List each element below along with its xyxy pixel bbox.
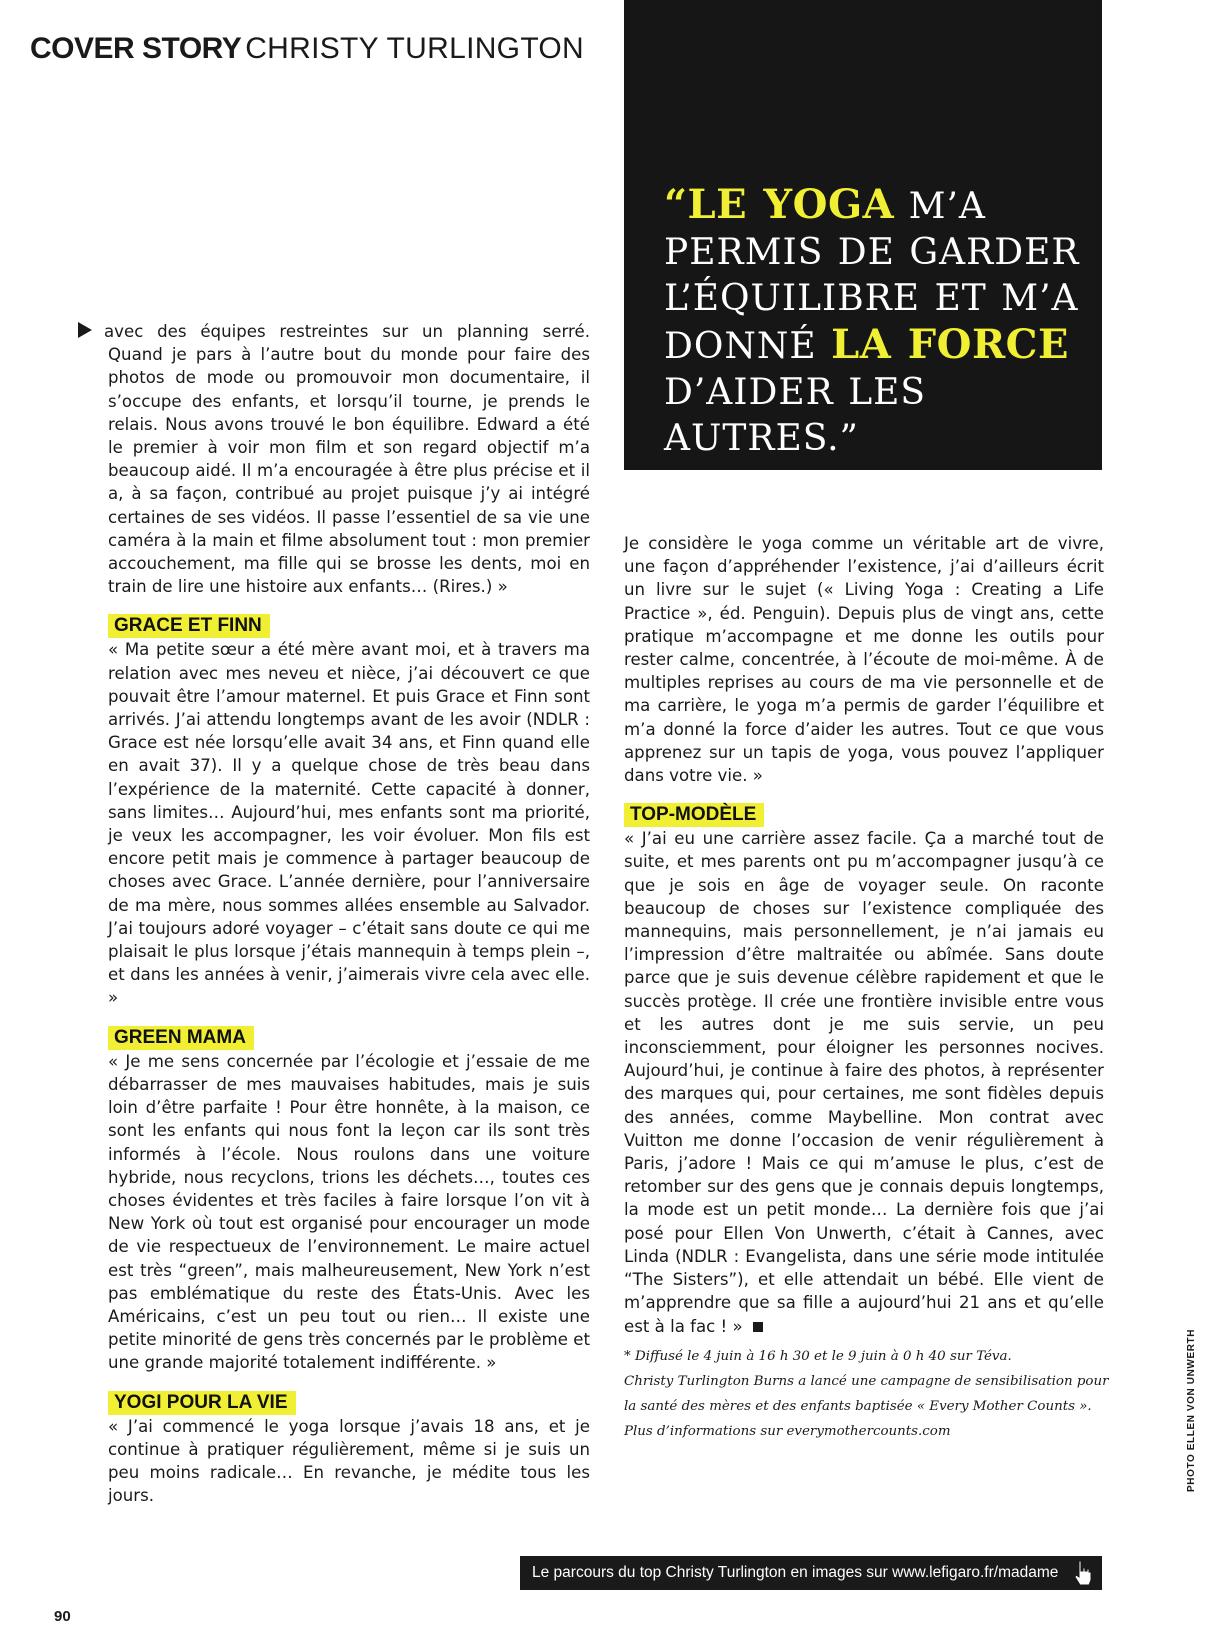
footnote-line: * Diffusé le 4 juin à 16 h 30 et le 9 juin à 0 h 40 sur Téva. <box>624 1348 1012 1364</box>
section-grace-et-finn <box>108 614 590 1009</box>
left-column <box>104 320 590 1507</box>
pull-quote-text-2: D’AIDER LES AUTRES.” <box>664 372 927 459</box>
section-text <box>624 827 1104 1337</box>
footer-banner[interactable] <box>520 1556 1102 1590</box>
footnote-line: la santé des mères et des enfants baptisée « Every Mother Counts ». <box>624 1398 1092 1414</box>
footnote-credits <box>624 1344 1109 1444</box>
section-heading: TOP-MODÈLE <box>624 803 764 827</box>
footer-banner-text: Le parcours du top Christy Turlington en images sur www.lefigaro.fr/madame <box>532 1564 1059 1581</box>
photo-credit-text: PHOTO ELLEN VON UNWERTH <box>1186 1328 1197 1492</box>
pull-quote <box>664 182 1094 462</box>
right-column <box>624 532 1109 1444</box>
page-number: 90 <box>54 1608 71 1625</box>
hand-pointer-icon <box>1070 1558 1096 1588</box>
continuation-paragraph: Je considère le yoga comme un véritable art de vivre, une façon d’appréhender l’existence, j’ai d’ailleurs écrit un livre sur le sujet (« Living Yoga : Creating a Life Practice », éd. Penguin). Depuis plus de vingt ans, cette pratique m’accompagne et me donne les outils pour rester calme, concentrée, à l’écoute de moi-même. À de multiples reprises au cours de ma vie personnelle et de ma carrière, le yoga m’a permis de garder l’équilibre et m’a donné la force d’aider les autres. Tout ce que vous apprenez sur un tapis de yoga, vous pouvez l’appliquer dans votre vie. » <box>624 534 1104 786</box>
header-subject: CHRISTY TURLINGTON <box>245 32 585 65</box>
footnote-line: Christy Turlington Burns a lancé une campagne de sensibilisation pour <box>624 1373 1109 1389</box>
section-text: « J’ai commencé le yoga lorsque j’avais 18 ans, et je continue à pratiquer régulièrement, même si je suis un peu moins radicale… En revanche, je médite tous les jours. <box>108 1416 590 1506</box>
pull-quote-box <box>624 0 1102 470</box>
intro-text: avec des équipes restreintes sur un planning serré. Quand je pars à l’autre bout du monde pour faire des photos de mode ou promouvoir mon documentaire, il s’occupe des enfants, et lorsqu’il tourne, je prends le relais. Nous avons trouvé le bon équilibre. Edward a été le premier à voir mon film et son regard objectif m’a beaucoup aidé. Il m’a encouragée à être plus précise et il a, à sa façon, contribué au projet puisque j’y ai intégré certaines de ses vidéos. Il passe l’essentiel de sa vie une caméra à la main et filme absolument tout : mon premier accouchement, ma fille qui se brosse les dents, moi en train de lire une histoire aux enfants… (Rires.) » <box>104 322 590 597</box>
section-heading: GRACE ET FINN <box>108 614 270 638</box>
end-square-icon <box>753 1322 763 1332</box>
section-yogi-pour-la-vie <box>108 1391 590 1508</box>
section-green-mama <box>108 1026 590 1375</box>
footnote-line: Plus d’informations sur everymothercounts.com <box>624 1423 951 1439</box>
section-body: « J’ai eu une carrière assez facile. Ça a marché tout de suite, et mes parents ont pu m’accompagner jusqu’à ce que je sois en âge de voyager seule. On raconte beaucoup de choses sur l’existence compliquée des mannequins, mais personnellement, je n’ai jamais eu l’impression d’être maltraitée ou abîmée. Sans doute parce que je suis devenue célèbre rapidement et que le succès protège. Il crée une frontière invisible entre vous et les autres dont je me suis servie, un peu inconsciemment, pour éloigner les personnes nocives. Aujourd’hui, je continue à faire des photos, à représenter des marques qui, pour certaines, me sont fidèles depuis des années, comme Maybelline. Mon contrat avec Vuitton me donne l’occasion de venir régulièrement à Paris, j’adore ! Mais ce qui m’amuse le plus, c’est de retomber sur des gens que je connais depuis longtemps, la mode est un petit monde… La dernière fois que j’ai posé pour Ellen Von Unwerth, c’était à Cannes, avec Linda (NDLR : Evangelista, dans une série mode intitulée “The Sisters”), et elle attendait un bébé. Elle vient de m’apprendre que sa fille a aujourd’hui 21 ans et qu’elle est à la fac ! » <box>624 829 1104 1336</box>
section-text: « Ma petite sœur a été mère avant moi, et à travers ma relation avec mes neveu et nièce, j’ai découvert ce que pouvait être l’amour maternel. Et puis Grace et Finn sont arrivés. J’ai attendu longtemps avant de les avoir (NDLR : Grace est née lorsqu’elle avait 34 ans, et Finn quand elle en avait 37). Il y a quelque chose de très beau dans l’expérience de la maternité. Cette capacité à donner, sans limites… Aujourd’hui, mes enfants sont ma priorité, je veux les accompagner, les voir évoluer. Mon fils est encore petit mais je commence à partager beaucoup de choses avec Grace. L’année dernière, pour l’anniversaire de ma mère, nous sommes allées ensemble au Salvador. J’ai toujours adoré voyager – c’était sans doute ce qui me plaisait le plus lorsque j’étais mannequin à temps plein –, et dans les années à venir, j’aimerais vivre cela avec elle. » <box>108 640 590 1008</box>
section-heading: GREEN MAMA <box>108 1026 254 1050</box>
pull-quote-highlight-2: LA FORCE <box>831 321 1070 368</box>
section-top-modele <box>624 803 1104 1337</box>
pull-quote-highlight-1: “LE YOGA <box>664 181 895 228</box>
intro-paragraph <box>104 320 590 598</box>
triangle-right-icon <box>78 322 92 338</box>
section-text: « Je me sens concernée par l’écologie et j’essaie de me débarrasser de mes mauvaises habitudes, mais je suis loin d’être parfaite ! Pour être honnête, à la maison, ce sont les enfants qui nous font la leçon car ils sont très informés à l’école. Nous roulons dans une voiture hybride, nous recyclons, trions les déchets…, toutes ces choses évidentes et très faciles à faire lorsque l’on vit à New York où tout est organisé pour encourager un mode de vie respectueux de l’environnement. Le maire actuel est très “green”, mais malheureusement, New York n’est pas emblématique du reste des États-Unis. Avec les Américains, c’est un peu tout ou rien… Il existe une petite minorité de gens très concernés par le problème et une grande majorité totalement indifférente. » <box>108 1051 590 1373</box>
pull-quote-text-1: M’A PERMIS DE GARDER L’ÉQUILIBRE ET M’A DONNÉ <box>664 186 1080 367</box>
section-heading: YOGI POUR LA VIE <box>108 1391 296 1415</box>
header-kicker: COVER STORY <box>30 32 242 65</box>
page-header <box>30 30 584 68</box>
